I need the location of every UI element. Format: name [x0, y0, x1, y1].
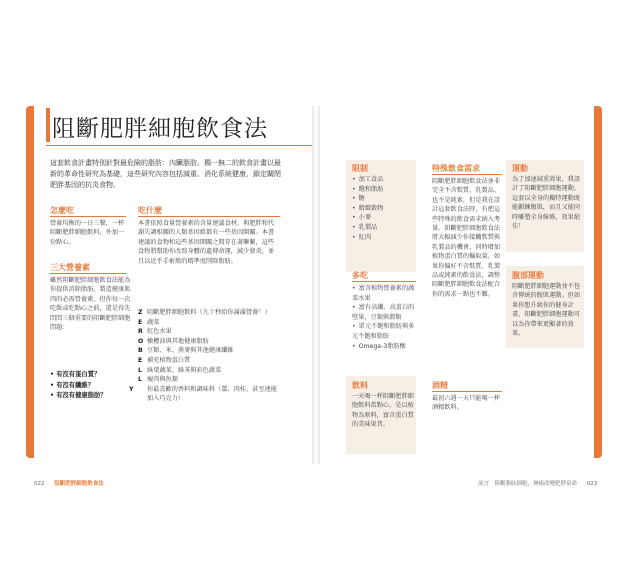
- left-footer-title: 阻斷肥胖細胞飲食法: [54, 481, 104, 487]
- alcohol-heading: 酒精: [432, 381, 448, 390]
- alcohol-rule: [432, 391, 502, 392]
- zebra-row: Y 你最喜歡的香料和調味料（薑、肉桂、甚至連能加入巧克力）: [129, 385, 277, 403]
- right-footer: [478, 479, 597, 487]
- exercise-text: 為了加速減重效果，我設計了阻斷肥胖細胞運動，這套以全身的獨特運動既能鍛鍊腹肌，而且又能同時雕塑全身線條，效果絕佳！: [512, 176, 581, 231]
- title-divider: [46, 145, 312, 146]
- avoid-item: • 紅肉: [352, 233, 414, 243]
- zebra-row: R 紅色水果: [138, 328, 172, 336]
- avoid-item: • 小麥: [352, 213, 414, 223]
- left-page-edge: [26, 106, 34, 458]
- zebra-row: B 豆類、米、燕麥與其他健康纖維: [138, 347, 234, 355]
- more-list: [352, 284, 418, 351]
- intro-paragraph: 這套飲食計畫特別針對最危險的脂肪：內臟脂肪。獨一無二的飲食計畫以最新的革命性研究為基礎，這些研究內容包括減重、消化系統健康，鎖定關閉肥胖基因的抗炎食物。: [50, 159, 281, 189]
- drink-text: 一天喝一杯阻斷肥胖細胞飲料當點心，是以植物為原料，富含蛋白質的美味果昔。: [352, 393, 414, 429]
- how-text: 營養均衡的一日三餐，一杯阻斷肥胖細胞飲料，外加一份點心。: [50, 220, 125, 246]
- avoid-item: • 糖: [352, 194, 414, 204]
- avoid-heading: 限制: [352, 164, 368, 173]
- avoid-list: [352, 175, 414, 242]
- ab-exercise-heading: 腹部運動: [512, 271, 544, 280]
- what-rule: [138, 216, 280, 217]
- drink-heading: 飲料: [352, 381, 368, 390]
- zebra-row: E 蔬菜: [138, 318, 160, 326]
- avoid-item: • 精緻穀物: [352, 204, 414, 214]
- more-item: • Omega-3脂肪酸: [352, 342, 418, 352]
- more-rule: [352, 281, 416, 282]
- left-page-number: 022: [34, 481, 45, 487]
- nutrients-heading: 三大營養素: [50, 263, 90, 272]
- alcohol-text: 最初六週一天只能喝一杯酒精飲料。: [432, 395, 501, 412]
- avoid-item: • 乳製品: [352, 223, 414, 233]
- nutrients-text: 雖然阻斷肥胖細胞飲食法能為你提供消除脂肪，製造健康肌肉的必需營養素，但你每一次吃飯或吃點心之前，還是得先問問三個重要的阻斷肥胖細胞問題：: [50, 277, 131, 332]
- how-rule: [50, 216, 126, 217]
- special-text: 阻斷肥胖細胞飲食法並非完全不含麩質、乳製品、也不是純素，但是我在設計這套飲食法時，有把這些特殊的飲食需求納入考量。阻斷肥胖細胞飲食法將大幅減少你接觸麩質與乳製品的機會，同時增加植物蛋白質的攝取量。如果你偏好不含麩質、乳製品或純素的飲食法，調整阻斷肥胖細胞飲食法配合你的需求一點也不難。: [432, 178, 501, 298]
- what-text: 本書依照食量營養素的含量建議食材，與肥胖和代謝失調相關的人類基因組都有一些基因開關。本書建議的食物和這些基因開關之間存在著聯繫，這些食物將幫助你改寫身體的遺傳命運，減少發炎，並且以近乎手術般的精準度削除脂肪。: [138, 220, 275, 265]
- avoid-item: • 加工食品: [352, 175, 414, 185]
- more-heading: 多吃: [352, 271, 368, 280]
- question-fat: • 有沒有健康脂肪？: [50, 392, 107, 399]
- zebra-row: L 瘦肉與魚類: [138, 376, 178, 384]
- zebra-row: L 綠葉蔬菜、綠茶與彩色蔬菜: [138, 366, 222, 374]
- zebra-row: E 補充植物蛋白質: [138, 356, 191, 364]
- more-item: • 富有高纖、高蛋白的堅果、豆類與穀類: [352, 303, 418, 322]
- left-footer: [34, 479, 104, 487]
- more-item: • 富含植物營養素的蔬菜水果: [352, 284, 418, 303]
- avoid-item: • 飽和脂肪: [352, 185, 414, 195]
- question-list: [50, 370, 132, 402]
- special-heading: 特殊飲食需求: [432, 164, 480, 173]
- question-protein: • 有沒有蛋白質？: [50, 371, 101, 378]
- zebra-list: [129, 308, 280, 404]
- how-heading: 怎麼吃: [50, 206, 74, 215]
- right-page-number: 023: [586, 481, 598, 487]
- more-item: • 單元不飽和脂肪與多元不飽和脂肪: [352, 322, 418, 341]
- book-spine: [312, 106, 320, 464]
- right-page-edge: [594, 106, 602, 458]
- zebra-row: Z 阻斷肥胖細胞飲料（九十秒給你滿滿營養！）: [138, 309, 271, 316]
- question-fiber: • 有沒有纖維？: [50, 381, 94, 389]
- zebra-row: O 橄欖油與其他健康脂肪: [138, 337, 209, 345]
- exercise-heading: 運動: [512, 164, 528, 173]
- page-title: 阻斷肥胖細胞飲食法: [52, 116, 268, 142]
- right-footer-title: 前言 阻斷脂肪細胞，無痛改變肥胖宿命: [478, 481, 578, 487]
- special-rule: [432, 174, 502, 175]
- what-heading: 吃什麼: [138, 206, 162, 215]
- nutrients-rule: [50, 273, 126, 274]
- ab-exercise-text: 阻斷肥胖細胞運動並不包含傳統的腹肌運動。但如果你想升級你的健身計畫，阻斷肥胖細胞運動可以為你帶來更顯著的效果。: [512, 283, 581, 338]
